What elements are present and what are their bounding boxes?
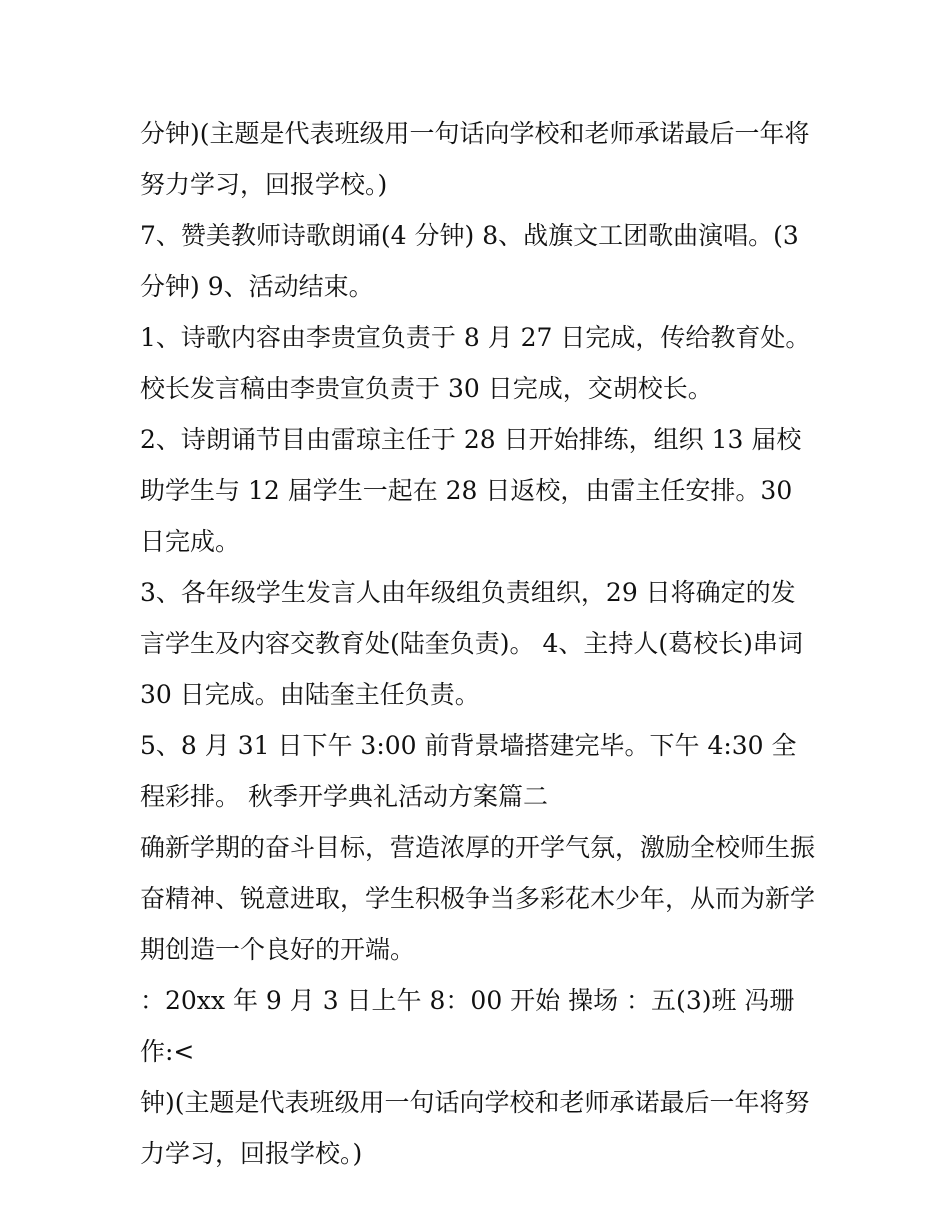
paragraph-6: 5、8 月 31 日下午 3:00 前背景墙搭建完毕。下午 4:30 全程彩排。 秋季开学典礼活动方案篇二 (140, 731, 797, 811)
paragraph-2: 7、赞美教师诗歌朗诵(4 分钟) 8、战旗文工团歌曲演唱。(3 分钟) 9、活动结束。 (140, 221, 799, 301)
paragraph-5: 3、各年级学生发言人由年级组负责组织，29 日将确定的发言学生及内容交教育处(陆奎负责)。 4、主持人(葛校长)串词 30 日完成。由陆奎主任负责。 (140, 578, 803, 709)
document-body (140, 108, 820, 1179)
paragraph-8: ：20xx 年 9 月 3 日上午 8：00 开始 操场 ：五(3)班 冯珊 作:< (140, 986, 795, 1066)
paragraph-4: 2、诗朗诵节目由雷琼主任于 28 日开始排练，组织 13 届校助学生与 12 届学生一起在 28 日返校，由雷主任安排。30 日完成。 (140, 425, 802, 556)
paragraph-7: 确新学期的奋斗目标，营造浓厚的开学气氛，激励全校师生振奋精神、锐意进取，学生积极争当多彩花木少年，从而为新学期创造一个良好的开端。 (140, 833, 816, 964)
paragraph-1: 分钟)(主题是代表班级用一句话向学校和老师承诺最后一年将努力学习，回报学校。) (140, 119, 810, 199)
paragraph-9: 钟)(主题是代表班级用一句话向学校和老师承诺最后一年将努力学习，回报学校。) (140, 1088, 810, 1168)
paragraph-3: 1、诗歌内容由李贵宣负责于 8 月 27 日完成，传给教育处。校长发言稿由李贵宣负责于 30 日完成，交胡校长。 (140, 323, 811, 403)
